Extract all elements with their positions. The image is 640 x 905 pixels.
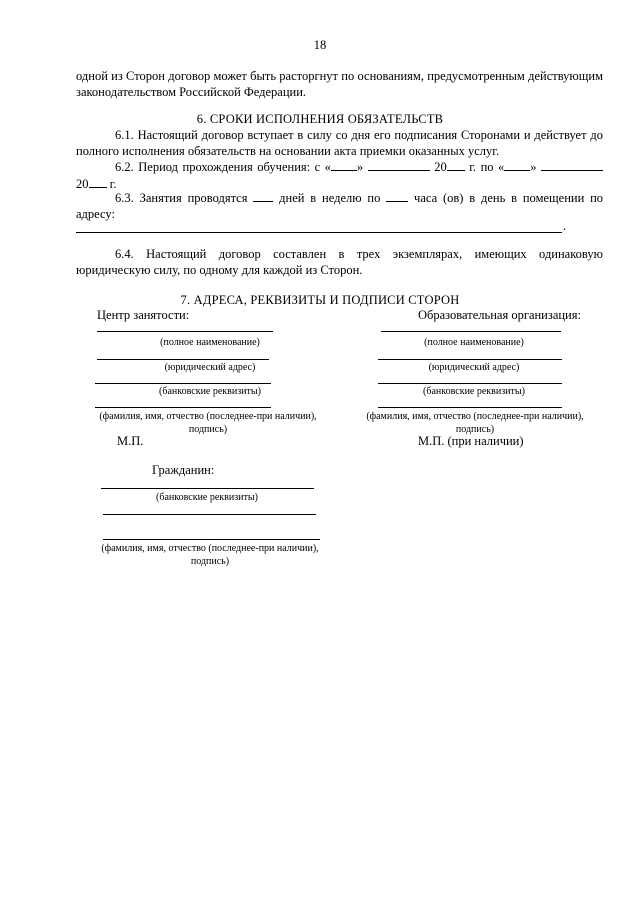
days-blank[interactable] (253, 190, 273, 202)
day-from-blank[interactable] (331, 159, 357, 171)
citizen-signature-caption: (фамилия, имя, отчество (последнее-при наличии), подпись) (101, 543, 319, 567)
clause-6-3-text-b: дней в неделю по (279, 191, 381, 205)
clause-6-2-text-b: » (356, 160, 364, 174)
left-name-line[interactable] (97, 331, 273, 332)
citizen-signature-line[interactable] (103, 539, 320, 540)
clause-6-1: 6.1. Настоящий договор вступает в силу со дня его подписания Сторонами и действует до полного исполнения обязательств на основании акта приемки оказанных услуг. (76, 128, 603, 158)
clause-6-2-text-c: 20 (434, 160, 447, 174)
right-name-line[interactable] (381, 331, 561, 332)
left-bank-line[interactable] (95, 383, 271, 384)
clause-6-2-text-e: » (530, 160, 537, 174)
clause-6-2-text-g: г. (109, 176, 117, 191)
left-address-line[interactable] (97, 359, 269, 360)
citizen-bank-caption: (банковские реквизиты) (156, 492, 258, 503)
month-from-blank[interactable] (368, 159, 430, 171)
right-signature-caption: (фамилия, имя, отчество (последнее-при наличии), подпись) (366, 411, 584, 435)
right-address-line[interactable] (378, 359, 562, 360)
clause-6-3-text-a: 6.3. Занятия проводятся (115, 191, 248, 205)
right-bank-line[interactable] (378, 383, 562, 384)
employment-center-title: Центр занятости: (97, 308, 190, 322)
right-signature-line[interactable] (378, 407, 562, 408)
year-from-blank[interactable] (447, 159, 465, 171)
clause-6-4: 6.4. Настоящий договор составлен в трех экземплярах, имеющих одинаковую юридическую силу, по одному для каждой из Сторон. (76, 247, 603, 277)
clause-6-2-text-a: 6.2. Период прохождения обучения: с « (115, 160, 331, 174)
left-address-caption: (юридический адрес) (164, 362, 256, 373)
left-bank-caption: (банковские реквизиты) (159, 386, 261, 397)
month-to-blank[interactable] (541, 159, 603, 171)
intro-paragraph: одной из Сторон договор может быть расторгнут по основаниям, предусмотренным действующим законодательством Российской Федерации. (76, 69, 603, 99)
day-to-blank[interactable] (504, 159, 530, 171)
right-name-caption: (полное наименование) (424, 337, 524, 348)
right-bank-caption: (банковские реквизиты) (423, 386, 525, 397)
year-to-blank[interactable] (89, 176, 107, 188)
clause-6-2-text-f: 20 (76, 176, 89, 191)
section-6-heading: 6. СРОКИ ИСПОЛНЕНИЯ ОБЯЗАТЕЛЬСТВ (196, 112, 444, 126)
hours-blank[interactable] (386, 190, 408, 202)
citizen-extra-line[interactable] (103, 514, 316, 515)
left-name-caption: (полное наименование) (160, 337, 260, 348)
clause-6-2 (76, 159, 603, 192)
citizen-title: Гражданин: (152, 463, 215, 477)
section-7-heading: 7. АДРЕСА, РЕКВИЗИТЫ И ПОДПИСИ СТОРОН (180, 293, 460, 307)
address-period: . (563, 219, 567, 233)
clause-6-3-text-c: часа (ов) в день в помещении по адресу: (76, 191, 604, 221)
citizen-bank-line[interactable] (101, 488, 314, 489)
page-number: 18 (313, 38, 327, 52)
left-seal-label: М.П. (117, 434, 144, 448)
education-org-title: Образовательная организация: (418, 308, 581, 322)
right-address-caption: (юридический адрес) (428, 362, 520, 373)
left-signature-line[interactable] (95, 407, 271, 408)
address-blank-line[interactable] (76, 232, 562, 233)
clause-6-3 (76, 190, 603, 222)
clause-6-2-text-d: г. по « (469, 160, 505, 174)
left-signature-caption: (фамилия, имя, отчество (последнее-при наличии), подпись) (99, 411, 317, 435)
right-seal-label: М.П. (при наличии) (418, 434, 524, 448)
